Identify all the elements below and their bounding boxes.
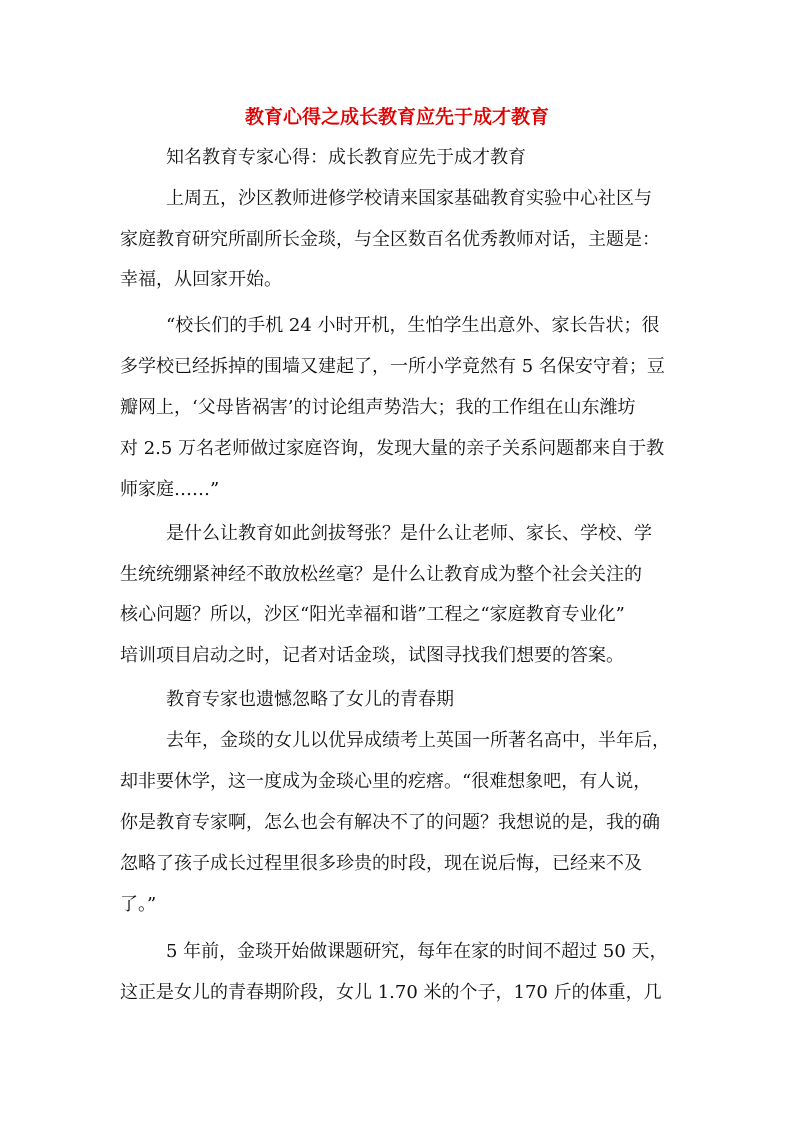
paragraph-line: 师家庭……” (120, 479, 220, 500)
paragraph-line: 培训项目启动之时，记者对话金琰，试图寻找我们想要的答案。 (120, 645, 624, 666)
paragraph-line: 生统统绷紧神经不敢放松丝毫？是什么让教育成为整个社会关注的 (120, 564, 642, 585)
paragraph-line: 幸福，从回家开始。 (120, 269, 282, 290)
paragraph-line: 忽略了孩子成长过程里很多珍贵的时段，现在说后悔，已经来不及 (120, 853, 642, 874)
paragraph-line: 去年，金琰的女儿以优异成绩考上英国一所著名高中，半年后， (166, 730, 670, 751)
paragraph-line: 瓣网上，‘父母皆祸害’的讨论组声势浩大；我的工作组在山东潍坊 (120, 397, 636, 418)
paragraph-line: 你是教育专家啊，怎么也会有解决不了的问题？我想说的是，我的确 (120, 812, 660, 833)
section-heading: 教育专家也遗憾忽略了女儿的青春期 (166, 689, 454, 710)
paragraph-line: 对 2.5 万名老师做过家庭咨询，发现大量的亲子关系问题都来自于教 (120, 438, 665, 459)
paragraph-line: 这正是女儿的青春期阶段，女儿 1.70 米的个子，170 斤的体重，几 (120, 982, 662, 1003)
paragraph-line: 家庭教育研究所副所长金琰，与全区数百名优秀教师对话，主题是： (120, 229, 660, 250)
paragraph-line: 却非要休学，这一度成为金琰心里的疙瘩。“很难想象吧，有人说， (120, 771, 652, 792)
paragraph-line: 多学校已经拆掉的围墙又建起了，一所小学竟然有 5 名保安守着；豆 (120, 356, 665, 377)
paragraph-line: “校长们的手机 24 小时开机，生怕学生出意外、家长告状；很 (166, 315, 660, 336)
document-title: 教育心得之成长教育应先于成才教育 (244, 106, 549, 128)
paragraph-line: 是什么让教育如此剑拔弩张？是什么让老师、家长、学校、学 (166, 523, 652, 544)
paragraph-line: 5 年前，金琰开始做课题研究，每年在家的时间不超过 50 天， (166, 941, 668, 962)
paragraph-line: 了。” (120, 894, 157, 915)
paragraph-line: 核心问题？所以，沙区“阳光幸福和谐”工程之“家庭教育专业化” (120, 604, 625, 625)
paragraph-line: 上周五，沙区教师进修学校请来国家基础教育实验中心社区与 (166, 188, 652, 209)
paragraph-line: 知名教育专家心得：成长教育应先于成才教育 (166, 147, 526, 168)
